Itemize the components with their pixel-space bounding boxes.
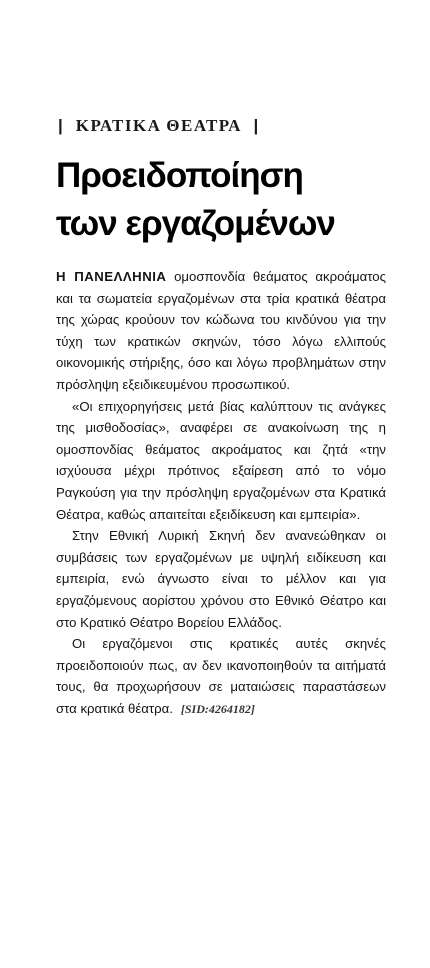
headline-line-2: των εργαζομένων xyxy=(56,204,335,243)
section-divider-right: | xyxy=(253,116,260,135)
article-paragraph-1 xyxy=(56,266,386,396)
article-lead-in: Η ΠΑΝΕΛΛΗΝΙΑ xyxy=(56,269,167,284)
article-paragraph-1-text: ομοσπονδία θεάματος ακροάματος και τα σωματεία εργαζομένων στα τρία κρατικά θέατρα της χώρας κρούουν τον κώδωνα του κινδύνου για την τύχη των κρατικών σκηνών, τόσο λόγω ελλιπούς οικονομικής στήριξης, όσο και λόγω προβλημάτων στην πρόσληψη εξειδικευμένου προσωπικού. xyxy=(56,269,386,392)
article-headline xyxy=(56,152,335,248)
section-divider-left: | xyxy=(58,116,65,135)
headline-line-1: Προειδοποίηση xyxy=(56,156,303,195)
section-label: ΚΡΑΤΙΚΑ ΘΕΑΤΡΑ xyxy=(75,116,242,135)
article-body xyxy=(56,266,386,720)
article-paragraph-2: «Οι επιχορηγήσεις μετά βίας καλύπτουν τις ανάγκες της μισθοδοσίας», αναφέρει σε ανακοίνωση της η ομοσπονδίας θεάματος ακροάματος και ζητά «την ισχύουσα μέχρι πρότινος εξαίρεση από το νόμο Ραγκούση για την πρόσληψη εργαζομένων στα Κρατικά Θέατρα, καθώς απαιτείται εξειδίκευση και εμπειρία». xyxy=(56,398,386,522)
source-id: [SID:4264182] xyxy=(180,701,255,716)
article-paragraph-4-text: Οι εργαζόμενοι στις κρατικές αυτές σκηνές προειδοποιούν πως, αν δεν ικανοποιηθούν τα αιτήματά τους, θα προχωρήσουν σε ματαιώσεις παραστάσεων στα κρατικά θέατρα. xyxy=(56,636,386,716)
article-paragraph-3: Στην Εθνική Λυρική Σκηνή δεν ανανεώθηκαν οι συμβάσεις των εργαζομένων με υψηλή ειδίκευση και εμπειρία, ενώ άγνωστο είναι το μέλλον και για εργαζόμενους αορίστου χρόνου στο Εθνικό Θέατρο και στο Κρατικό Θέατρο Βορείου Ελλάδος. xyxy=(56,528,386,630)
article-paragraph-4 xyxy=(56,633,386,720)
section-tag xyxy=(58,116,260,136)
